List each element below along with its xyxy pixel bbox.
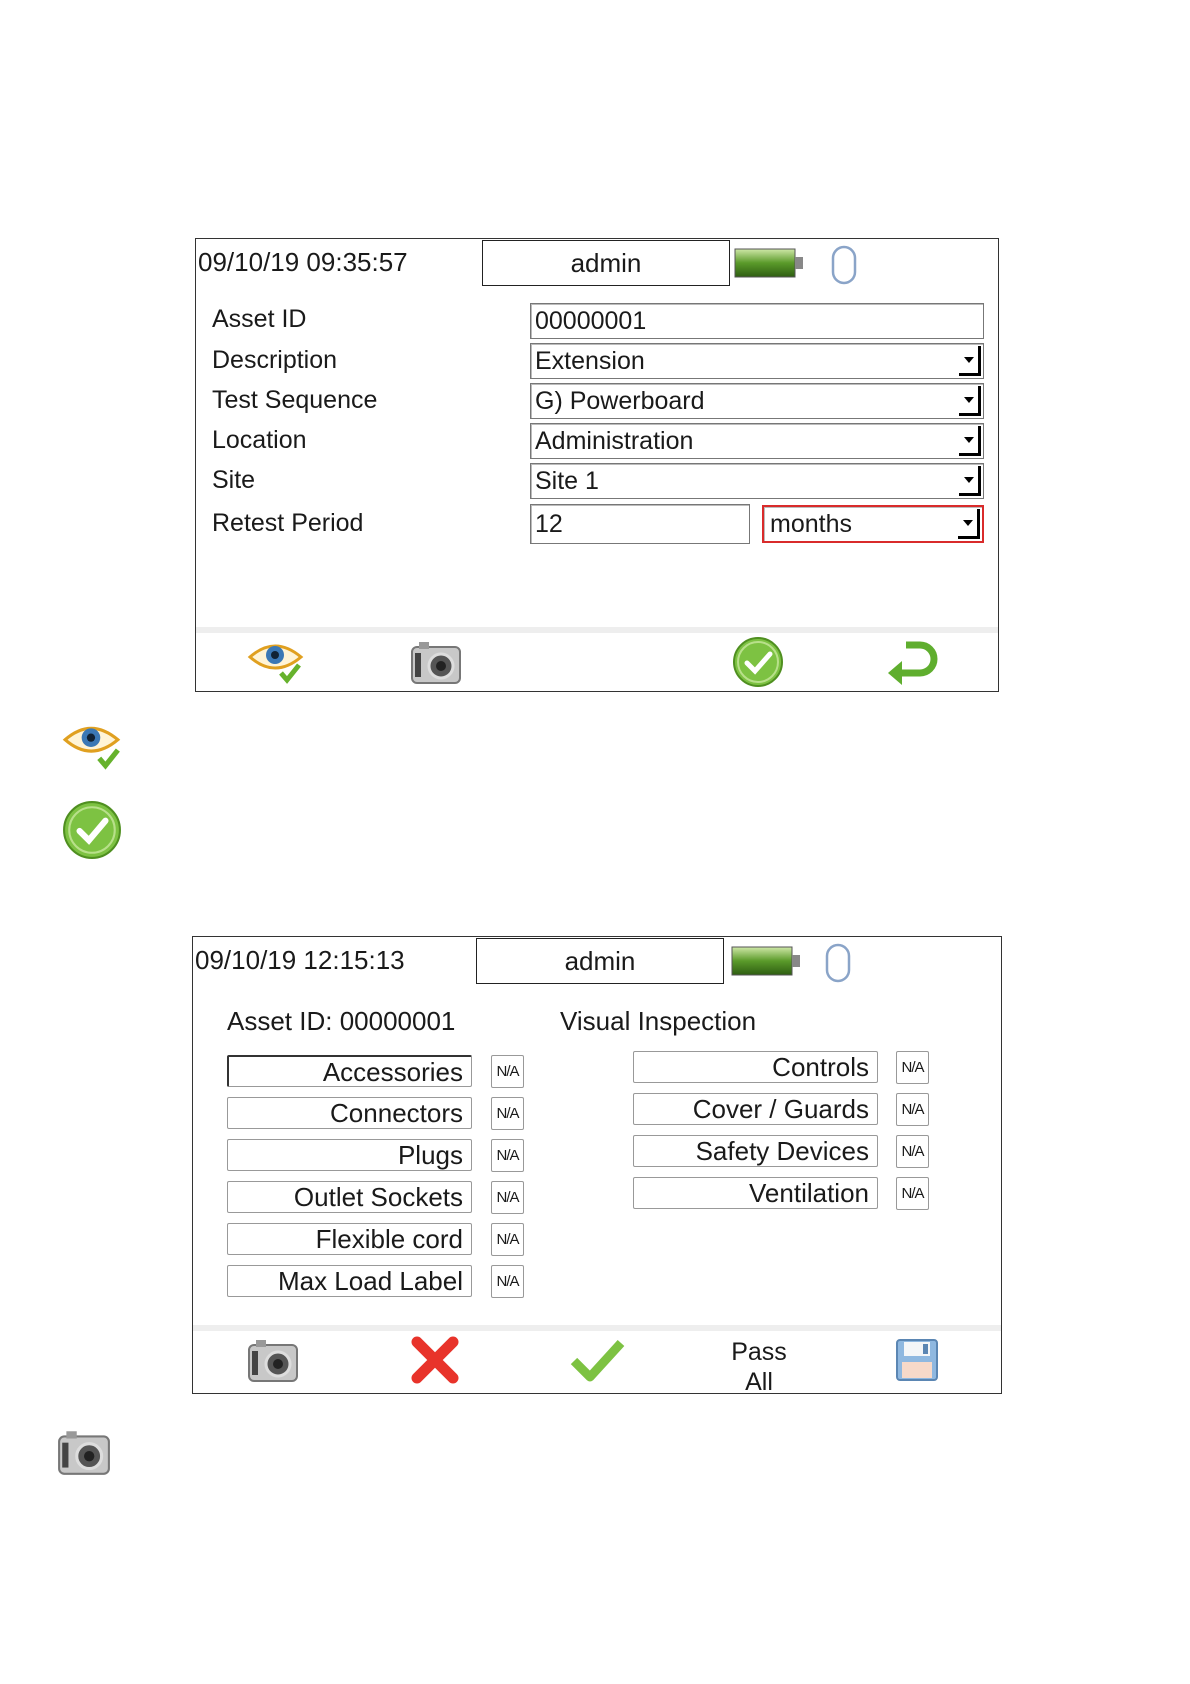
chevron-down-icon[interactable]: [958, 509, 980, 539]
fail-button[interactable]: [405, 1335, 465, 1385]
inspection-item-ventilation[interactable]: Ventilation: [633, 1177, 878, 1209]
visual-inspection-button[interactable]: [246, 637, 306, 687]
asset-id-label: Asset ID: 00000001: [227, 1006, 456, 1036]
camera-icon: [409, 639, 463, 685]
na-toggle[interactable]: N/A: [491, 1265, 524, 1298]
return-arrow-icon: [884, 637, 938, 687]
battery-icon: [731, 945, 803, 977]
na-toggle[interactable]: N/A: [491, 1055, 524, 1088]
test-sequence-dropdown[interactable]: [530, 383, 984, 419]
chevron-down-icon[interactable]: [959, 466, 981, 496]
test-sequence-label: Test Sequence: [212, 386, 378, 414]
na-toggle[interactable]: N/A: [491, 1097, 524, 1130]
battery-icon: [734, 247, 806, 279]
usb-icon: [825, 943, 851, 983]
inspection-item-controls[interactable]: Controls: [633, 1051, 878, 1083]
inspection-item-connectors[interactable]: Connectors: [227, 1097, 472, 1129]
location-value: Administration: [535, 427, 694, 455]
inspection-item-cover-guards[interactable]: Cover / Guards: [633, 1093, 878, 1125]
pass-all-button[interactable]: [719, 1337, 799, 1397]
back-button[interactable]: [881, 637, 941, 687]
floppy-disk-icon: [894, 1337, 940, 1383]
site-label: Site: [212, 466, 256, 494]
eye-check-icon: [62, 718, 122, 778]
save-button[interactable]: [887, 1335, 947, 1385]
na-toggle[interactable]: N/A: [896, 1135, 929, 1168]
user-box[interactable]: admin: [482, 240, 730, 286]
description-dropdown[interactable]: [530, 343, 984, 379]
asset-id-input[interactable]: 00000001: [530, 303, 984, 339]
description-label: Description: [212, 346, 338, 374]
description-value: Extension: [535, 347, 645, 375]
camera-icon: [246, 1337, 300, 1383]
user-box[interactable]: admin: [476, 938, 724, 984]
retest-period-label: Retest Period: [212, 509, 364, 537]
na-toggle[interactable]: N/A: [491, 1181, 524, 1214]
asset-id-label: Asset ID: [212, 305, 307, 333]
site-dropdown[interactable]: [530, 463, 984, 499]
retest-unit-dropdown[interactable]: [762, 505, 984, 543]
checkmark-icon: [569, 1335, 625, 1385]
retest-period-input[interactable]: 12: [530, 504, 750, 544]
check-circle-icon: [62, 800, 122, 860]
location-dropdown[interactable]: [530, 423, 984, 459]
datetime: 09/10/19 12:15:13: [195, 945, 405, 975]
bottom-toolbar: [196, 627, 998, 691]
na-toggle[interactable]: N/A: [896, 1051, 929, 1084]
na-toggle[interactable]: N/A: [491, 1139, 524, 1172]
confirm-button[interactable]: [728, 637, 788, 687]
usb-icon: [831, 245, 857, 285]
location-label: Location: [212, 426, 307, 454]
camera-button[interactable]: [406, 637, 466, 687]
inspection-item-plugs[interactable]: Plugs: [227, 1139, 472, 1171]
site-value: Site 1: [535, 467, 599, 495]
retest-unit-value: months: [770, 510, 852, 538]
datetime: 09/10/19 09:35:57: [198, 247, 408, 277]
chevron-down-icon[interactable]: [959, 386, 981, 416]
inspection-item-max-load-label[interactable]: Max Load Label: [227, 1265, 472, 1297]
camera-button[interactable]: [243, 1335, 303, 1385]
pass-all-line1: Pass: [731, 1338, 787, 1366]
camera-icon: [56, 1428, 112, 1476]
asset-details-screen: [195, 238, 999, 692]
inspection-item-outlet-sockets[interactable]: Outlet Sockets: [227, 1181, 472, 1213]
chevron-down-icon[interactable]: [959, 346, 981, 376]
na-toggle[interactable]: N/A: [491, 1223, 524, 1256]
chevron-down-icon[interactable]: [959, 426, 981, 456]
inspection-item-accessories[interactable]: Accessories: [227, 1055, 472, 1087]
visual-inspection-screen: [192, 936, 1002, 1394]
test-sequence-value: G) Powerboard: [535, 387, 705, 415]
pass-all-line2: All: [745, 1368, 773, 1396]
na-toggle[interactable]: N/A: [896, 1093, 929, 1126]
eye-check-icon: [247, 637, 305, 687]
cross-icon: [409, 1334, 461, 1386]
pass-button[interactable]: [567, 1335, 627, 1385]
inspection-item-flexible-cord[interactable]: Flexible cord: [227, 1223, 472, 1255]
na-toggle[interactable]: N/A: [896, 1177, 929, 1210]
check-circle-icon: [732, 636, 784, 688]
bottom-toolbar: [193, 1325, 1001, 1396]
page-title: Visual Inspection: [560, 1006, 757, 1036]
inspection-item-safety-devices[interactable]: Safety Devices: [633, 1135, 878, 1167]
